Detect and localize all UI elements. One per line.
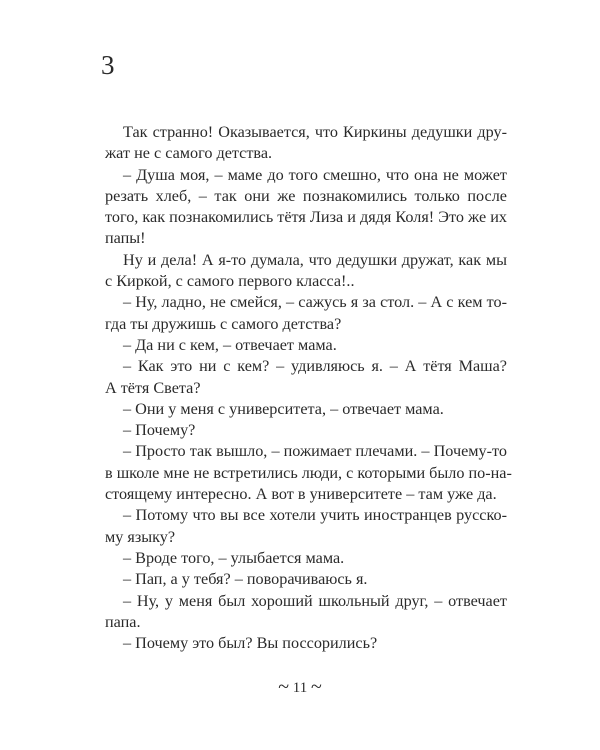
page-number: 11 [292, 680, 308, 696]
text-line: папы! [105, 229, 146, 248]
text-line: гда ты дружишь с самого детства? [105, 314, 342, 333]
text-line: – Потому что вы все хотели учить иностранцев русско- [123, 506, 507, 525]
text-line: Ну и дела! А я-то думала, что дедушки дружат, как мы [123, 250, 507, 269]
text-line: – Вроде того, – улыбается мама. [123, 548, 345, 567]
text-line: – Пап, а у тебя? – поворачиваюсь я. [123, 570, 368, 589]
text-line: с Киркой, с самого первого класса!.. [105, 272, 355, 291]
text-line: – Просто так вышло, – пожимает плечами. – Почему-то [123, 442, 507, 461]
tilde-ornament-left: ~ [278, 676, 290, 698]
text-line: му языку? [105, 527, 176, 546]
text-line: – Душа моя, – маме до того смешно, что она не может [123, 165, 507, 184]
text-line: – Да ни с кем, – отвечает мама. [123, 335, 337, 354]
text-line: папа. [105, 612, 141, 631]
text-line: – Почему это был? Вы поссорились? [123, 634, 378, 653]
text-line: резать хлеб, – так они же познакомились только после [105, 186, 507, 205]
body-text [105, 122, 512, 654]
tilde-ornament-right: ~ [310, 676, 322, 698]
text-line: А тётя Света? [105, 378, 201, 397]
text-line: жат не с самого детства. [105, 144, 273, 163]
text-line: стоящему интересно. А вот в университете – там уже да. [105, 485, 497, 504]
text-line: Так странно! Оказывается, что Киркины дедушки дру- [123, 123, 507, 141]
text-line: – Как это ни с кем? – удивляюсь я. – А тётя Маша? [123, 357, 507, 376]
text-line: в школе мне не встретились люди, с которыми было по-на- [105, 463, 512, 482]
page-footer [0, 676, 600, 699]
text-line: – Почему? [123, 421, 196, 440]
text-line: – Они у меня с университета, – отвечает мама. [123, 399, 444, 418]
text-line: того, как познакомились тётя Лиза и дядя Коля! Это же их [105, 208, 507, 227]
chapter-number: 3 [101, 50, 115, 80]
text-line: – Ну, ладно, не смейся, – сажусь я за стол. – А с кем то- [123, 293, 507, 312]
text-line: – Ну, у меня был хороший школьный друг, – отвечает [123, 591, 507, 610]
